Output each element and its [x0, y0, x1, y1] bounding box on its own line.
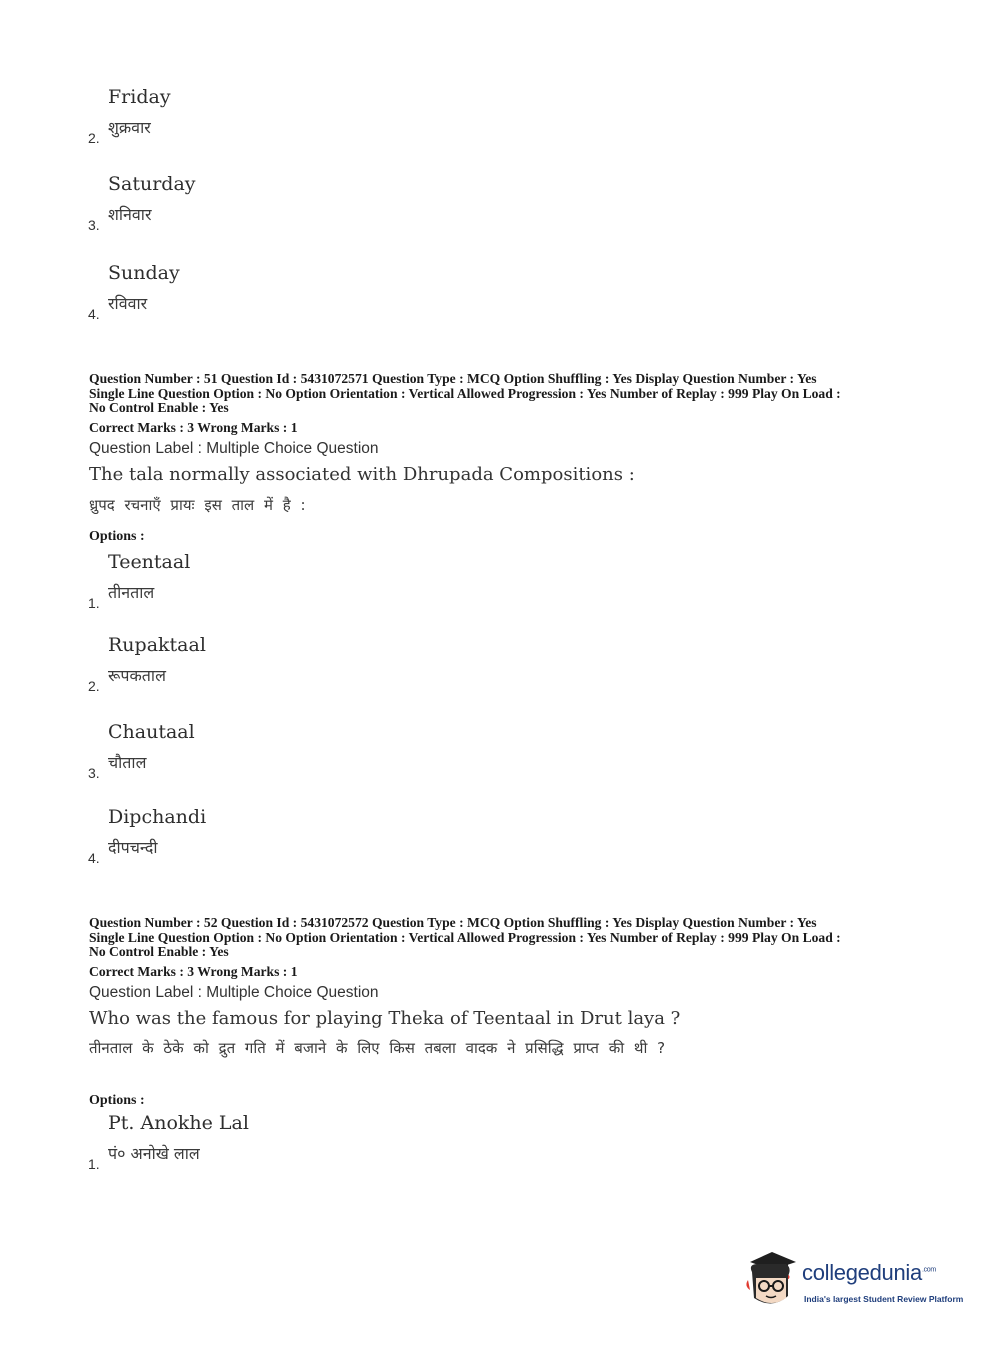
option-hi: दीपचन्दी [108, 838, 158, 857]
brand-tagline: India's largest Student Review Platform [804, 1294, 964, 1304]
collegedunia-logo [742, 1250, 972, 1314]
option-number: 4. [88, 306, 100, 322]
option-en: Sunday [108, 262, 180, 284]
option-number: 2. [88, 130, 100, 146]
q52-options-heading: Options : [89, 1093, 145, 1108]
q52-question-text-hi: तीनताल के ठेके को द्रुत गति में बजाने के लिए किस तबला वादक ने प्रसिद्धि प्राप्त की थी ? [89, 1039, 666, 1057]
option-hi: चौताल [108, 753, 147, 772]
brand-name: collegedunia$^{.com}$ [802, 1260, 936, 1285]
q51-question-text-en: The tala normally associated with Dhrupada Compositions : [89, 464, 635, 485]
meta-line: Question Number : 52 Question Id : 5431072572 Question Type : MCQ Option Shuffling : Yes Display Question Number : Yes [89, 915, 817, 930]
option-hi: शनिवार [108, 205, 152, 224]
option-hi: शुक्रवार [108, 118, 151, 137]
q51-marks: Correct Marks : 3 Wrong Marks : 1 [89, 420, 298, 435]
option-en: Chautaal [108, 721, 195, 743]
option-number: 1. [88, 1156, 100, 1172]
q52-question-text-en: Who was the famous for playing Theka of Teentaal in Drut laya ? [89, 1008, 681, 1029]
option-en: Rupaktaal [108, 634, 206, 656]
option-en: Friday [108, 86, 171, 108]
option-en: Teentaal [108, 551, 191, 573]
option-en: Pt. Anokhe Lal [108, 1112, 249, 1134]
option-number: 2. [88, 678, 100, 694]
meta-line: Question Number : 51 Question Id : 5431072571 Question Type : MCQ Option Shuffling : Yes Display Question Number : Yes [89, 371, 817, 386]
q52-question-label: Question Label : Multiple Choice Question [89, 984, 379, 1001]
meta-line: No Control Enable : Yes [89, 400, 229, 415]
q51-metadata [89, 372, 919, 416]
option-en: Dipchandi [108, 806, 207, 828]
q51-question-label: Question Label : Multiple Choice Question [89, 440, 379, 457]
option-en: Saturday [108, 173, 196, 195]
q52-marks: Correct Marks : 3 Wrong Marks : 1 [89, 964, 298, 979]
option-hi: तीनताल [108, 583, 155, 602]
option-number: 1. [88, 595, 100, 611]
option-hi: पं० अनोखे लाल [108, 1144, 200, 1163]
option-number: 3. [88, 765, 100, 781]
mascot-icon [742, 1250, 800, 1312]
meta-line: Single Line Question Option : No Option Orientation : Vertical Allowed Progression : Yes Number of Replay : 999 Play On Load : [89, 929, 841, 945]
option-hi: रूपकताल [108, 666, 166, 685]
meta-line: No Control Enable : Yes [89, 944, 229, 959]
option-hi: रविवार [108, 294, 148, 313]
option-number: 4. [88, 850, 100, 866]
q52-metadata [89, 916, 919, 960]
q51-question-text-hi: ध्रुपद रचनाएँ प्रायः इस ताल में है : [89, 496, 306, 514]
q51-options-heading: Options : [89, 529, 145, 544]
meta-line: Single Line Question Option : No Option Orientation : Vertical Allowed Progression : Yes Number of Replay : 999 Play On Load : [89, 385, 841, 401]
option-number: 3. [88, 217, 100, 233]
